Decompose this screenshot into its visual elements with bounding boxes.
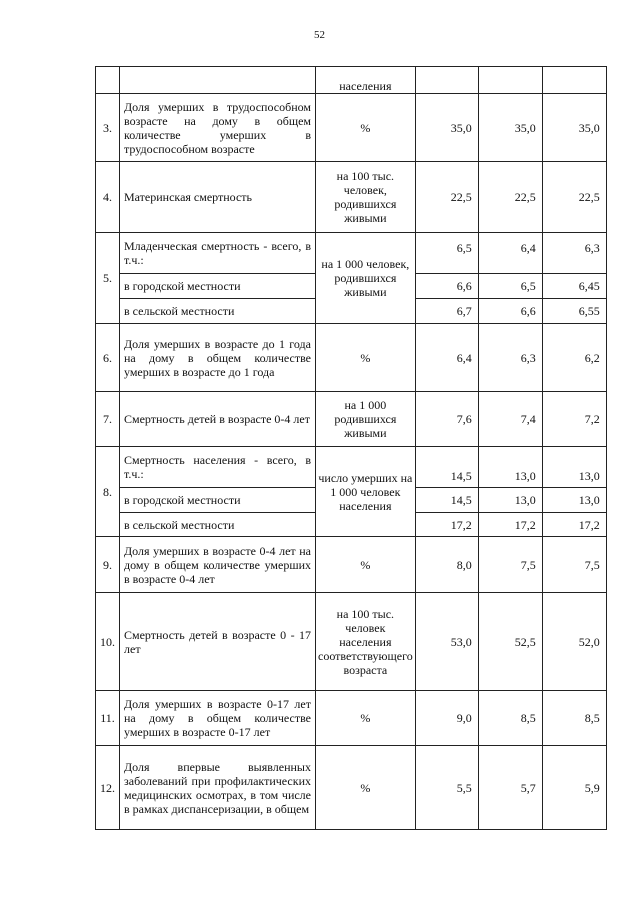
value-cell: 35,0	[415, 94, 478, 162]
unit-cell: на 1 000 человек, родившихся живыми	[316, 233, 416, 324]
value-cell: 17,2	[542, 513, 606, 537]
value-cell: 9,0	[415, 691, 478, 746]
row-number: 8.	[96, 447, 120, 537]
indicator-cell	[120, 67, 316, 94]
table-row	[96, 162, 607, 233]
value-cell: 17,2	[478, 513, 542, 537]
indicator-cell: Материнская смертность	[120, 162, 316, 233]
value-cell: 8,5	[478, 691, 542, 746]
row-number: 9.	[96, 537, 120, 593]
indicator-cell: Доля умерших в возрасте 0-4 лет на дому в общем количестве умерших в возрасте 0-4 лет	[120, 537, 316, 593]
value-cell: 35,0	[542, 94, 606, 162]
table-row	[96, 324, 607, 392]
value-cell: 8,0	[415, 537, 478, 593]
value-cell: 13,0	[478, 447, 542, 488]
value-cell: 6,6	[478, 299, 542, 324]
value-cell: 7,4	[478, 392, 542, 447]
indicator-cell: Доля умерших в трудоспособном возрасте на дому в общем количестве умерших в трудоспособном возрасте	[120, 94, 316, 162]
indicator-cell: в сельской местности	[120, 513, 316, 537]
table-row	[96, 233, 607, 274]
unit-cell: число умерших на 1 000 человек населения	[316, 447, 416, 537]
row-number: 7.	[96, 392, 120, 447]
value-cell: 8,5	[542, 691, 606, 746]
table-row	[96, 67, 607, 94]
table-row	[96, 447, 607, 488]
row-number: 4.	[96, 162, 120, 233]
value-cell	[415, 67, 478, 94]
row-number: 12.	[96, 746, 120, 830]
value-cell: 14,5	[415, 447, 478, 488]
value-cell: 7,5	[542, 537, 606, 593]
table-row	[96, 691, 607, 746]
unit-cell: %	[316, 691, 416, 746]
unit-cell: населения	[316, 67, 416, 94]
value-cell: 6,2	[542, 324, 606, 392]
value-cell: 6,55	[542, 299, 606, 324]
indicator-cell: Доля впервые выявленных заболеваний при профилактических медицинских осмотрах, в том числе в рамках диспансеризации, в общем	[120, 746, 316, 830]
value-cell: 35,0	[478, 94, 542, 162]
row-number: 6.	[96, 324, 120, 392]
value-cell: 6,7	[415, 299, 478, 324]
indicator-cell: Младенческая смертность - всего, в т.ч.:	[120, 233, 316, 274]
indicator-cell: Смертность населения - всего, в т.ч.:	[120, 447, 316, 488]
value-cell: 14,5	[415, 488, 478, 513]
value-cell: 52,5	[478, 593, 542, 691]
indicator-cell: в городской местности	[120, 488, 316, 513]
unit-cell: на 1 000 родившихся живыми	[316, 392, 416, 447]
value-cell: 5,9	[542, 746, 606, 830]
value-cell: 13,0	[542, 488, 606, 513]
unit-cell: на 100 тыс. человек населения соответствующего возраста	[316, 593, 416, 691]
value-cell: 7,6	[415, 392, 478, 447]
row-number: 11.	[96, 691, 120, 746]
value-cell: 6,3	[478, 324, 542, 392]
value-cell: 17,2	[415, 513, 478, 537]
row-number: 5.	[96, 233, 120, 324]
indicator-cell: в городской местности	[120, 274, 316, 299]
table-row	[96, 746, 607, 830]
value-cell: 6,45	[542, 274, 606, 299]
value-cell: 22,5	[415, 162, 478, 233]
value-cell: 13,0	[542, 447, 606, 488]
indicator-cell: Смертность детей в возрасте 0 - 17 лет	[120, 593, 316, 691]
value-cell: 6,5	[478, 274, 542, 299]
value-cell: 5,7	[478, 746, 542, 830]
table-row	[96, 94, 607, 162]
value-cell	[478, 67, 542, 94]
unit-cell: %	[316, 94, 416, 162]
indicator-cell: в сельской местности	[120, 299, 316, 324]
table-row	[96, 537, 607, 593]
unit-cell: %	[316, 324, 416, 392]
unit-cell: %	[316, 746, 416, 830]
indicator-cell: Доля умерших в возрасте до 1 года на дому в общем количестве умерших в возрасте до 1 года	[120, 324, 316, 392]
value-cell: 6,5	[415, 233, 478, 274]
value-cell: 7,2	[542, 392, 606, 447]
value-cell: 52,0	[542, 593, 606, 691]
value-cell: 13,0	[478, 488, 542, 513]
unit-cell: %	[316, 537, 416, 593]
value-cell: 6,6	[415, 274, 478, 299]
value-cell	[542, 67, 606, 94]
row-number: 3.	[96, 94, 120, 162]
value-cell: 6,4	[478, 233, 542, 274]
row-number	[96, 67, 120, 94]
value-cell: 6,4	[415, 324, 478, 392]
value-cell: 22,5	[478, 162, 542, 233]
value-cell: 53,0	[415, 593, 478, 691]
indicators-table	[95, 66, 607, 830]
unit-cell: на 100 тыс. человек, родившихся живыми	[316, 162, 416, 233]
value-cell: 5,5	[415, 746, 478, 830]
value-cell: 22,5	[542, 162, 606, 233]
row-number: 10.	[96, 593, 120, 691]
table-row	[96, 593, 607, 691]
indicator-cell: Смертность детей в возрасте 0-4 лет	[120, 392, 316, 447]
indicator-cell: Доля умерших в возрасте 0-17 лет на дому в общем количестве умерших в возрасте 0-17 лет	[120, 691, 316, 746]
value-cell: 6,3	[542, 233, 606, 274]
page-number: 52	[314, 29, 325, 41]
value-cell: 7,5	[478, 537, 542, 593]
table-row	[96, 392, 607, 447]
